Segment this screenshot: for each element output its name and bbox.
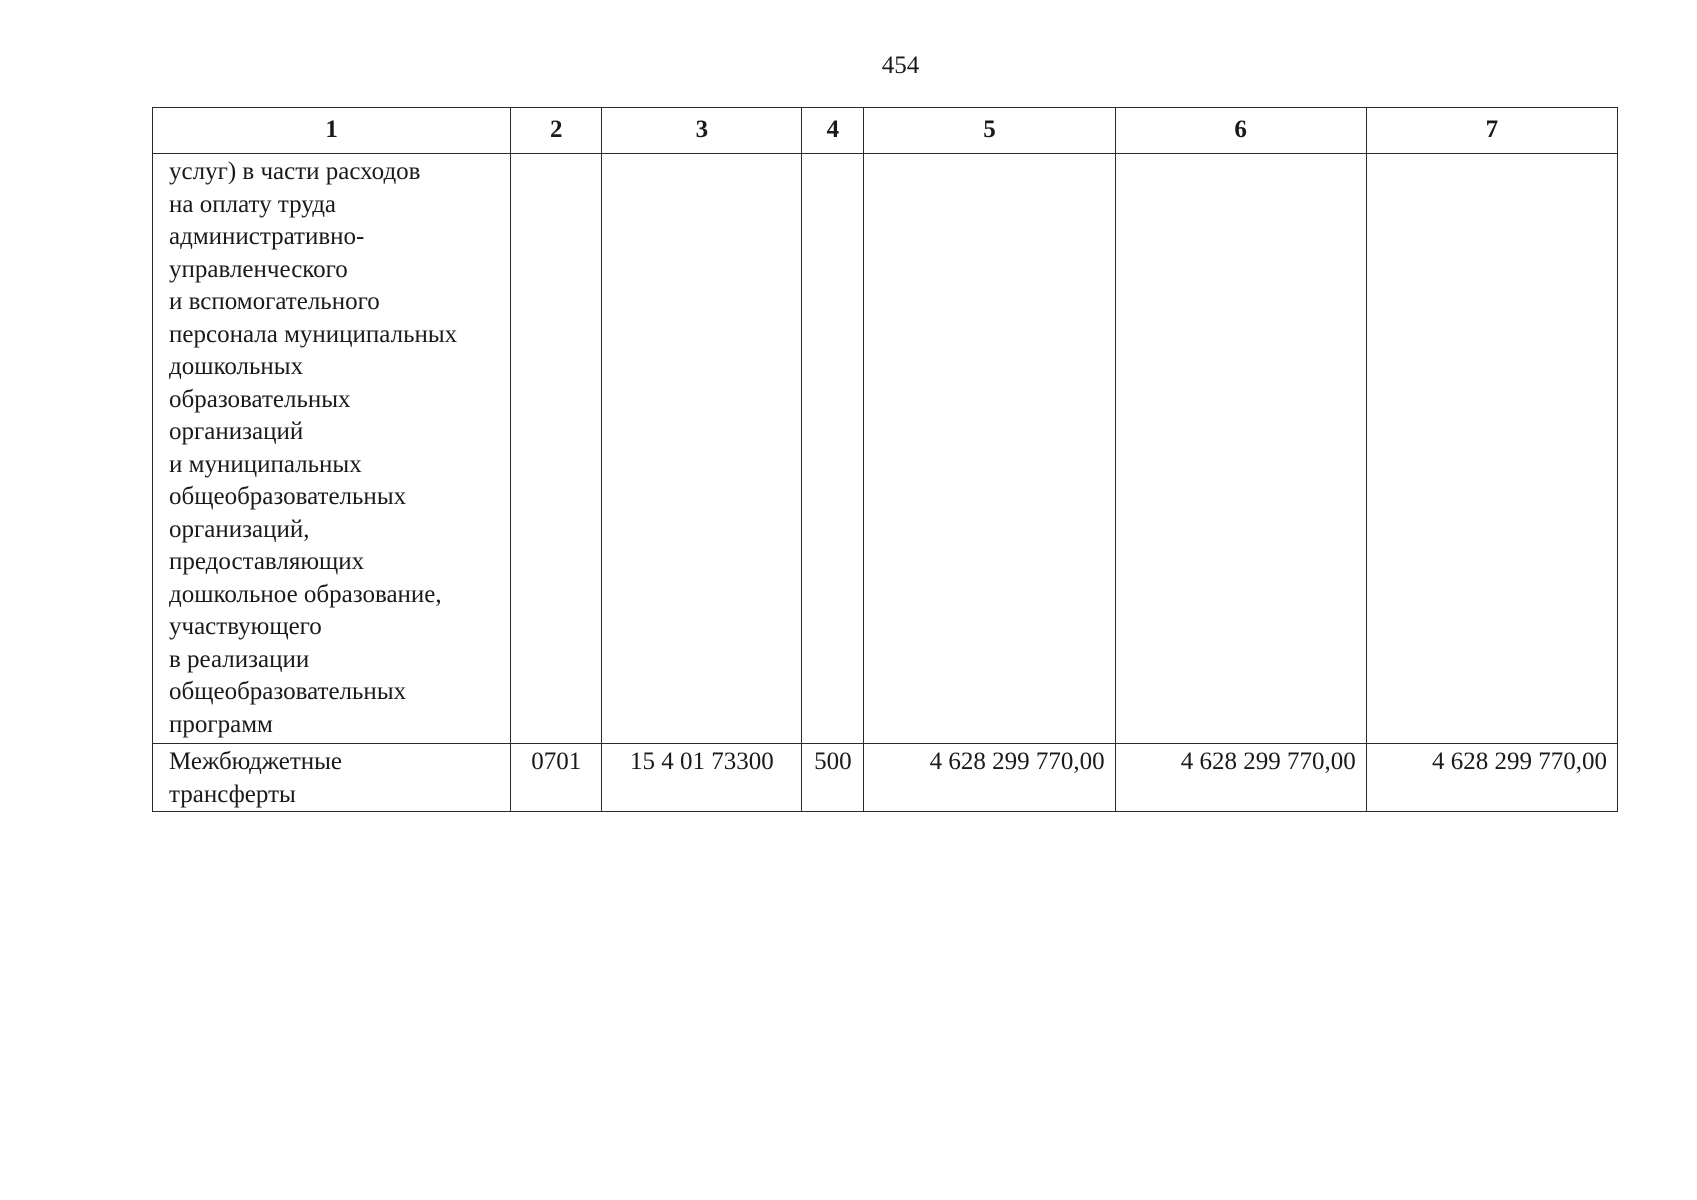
budget-table	[152, 107, 1618, 812]
row-description: Межбюджетные трансферты	[153, 744, 511, 812]
row-type-code	[802, 154, 864, 744]
column-header-4: 4	[802, 108, 864, 154]
column-header-5: 5	[864, 108, 1115, 154]
row-amount-1: 4 628 299 770,00	[864, 744, 1115, 812]
column-header-6: 6	[1115, 108, 1366, 154]
row-target-code	[602, 154, 802, 744]
table-row	[153, 154, 1618, 744]
column-header-7: 7	[1366, 108, 1617, 154]
row-amount-1	[864, 154, 1115, 744]
row-section-code: 0701	[511, 744, 602, 812]
header-row	[153, 108, 1618, 154]
page-number: 454	[881, 52, 920, 79]
row-type-code: 500	[802, 744, 864, 812]
column-header-1: 1	[153, 108, 511, 154]
column-header-2: 2	[511, 108, 602, 154]
row-amount-3: 4 628 299 770,00	[1366, 744, 1617, 812]
table-row	[153, 744, 1618, 812]
row-description: услуг) в части расходов на оплату труда административно- управленческого и вспомогательного персонала муниципальных дошкольных образовательных организаций и муниципальных общеобразовательных организаций, предоставляющих дошкольное образование, участвующего в реализации общеобразовательных программ	[153, 154, 511, 744]
column-header-3: 3	[602, 108, 802, 154]
row-amount-3	[1366, 154, 1617, 744]
row-amount-2: 4 628 299 770,00	[1115, 744, 1366, 812]
row-target-code: 15 4 01 73300	[602, 744, 802, 812]
row-section-code	[511, 154, 602, 744]
row-amount-2	[1115, 154, 1366, 744]
